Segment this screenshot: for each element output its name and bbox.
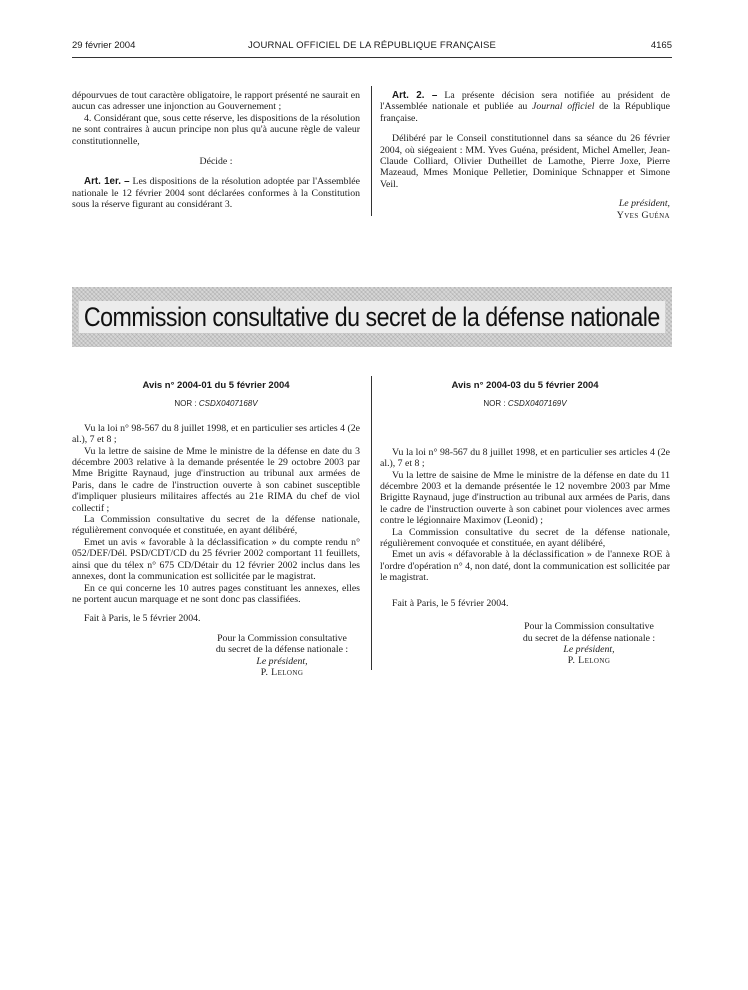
done-at: Fait à Paris, le 5 février 2004. bbox=[392, 597, 509, 609]
running-header bbox=[72, 40, 672, 56]
signature-role bbox=[380, 198, 670, 209]
paragraph: Vu la loi n° 98-567 du 8 juillet 1998, et en particulier ses articles 4 (2e al.), 7 et 8 ; bbox=[72, 422, 360, 446]
nor-label: NOR : bbox=[174, 399, 199, 409]
article-label: Art. 1er. – bbox=[84, 176, 130, 188]
section-banner bbox=[72, 287, 672, 347]
decide-heading: Décide : bbox=[199, 156, 233, 168]
signature-role-text: Le président, bbox=[563, 643, 615, 655]
nor-label: NOR : bbox=[483, 399, 508, 409]
signature-role-text: Le président, bbox=[256, 655, 308, 667]
signature-line: Pour la Commission consultative bbox=[217, 632, 347, 644]
signature-role-text: Le président, bbox=[618, 198, 670, 210]
article-text: Les dispositions de la résolution adoptée par l'Assemblée nationale le 12 février 2004 sont déclarées conformes à la Constitution sous la réserve figurant au considérant 3. bbox=[72, 176, 360, 211]
signature-name bbox=[508, 655, 670, 666]
signature-block bbox=[204, 633, 360, 679]
nor-reference bbox=[380, 398, 670, 409]
signature-role bbox=[204, 656, 360, 667]
avis-title: Avis n° 2004-03 du 5 février 2004 bbox=[451, 380, 599, 391]
paragraph: La Commission consultative du secret de la défense nationale, régulièrement convoquée et constituée, en ayant délibéré, bbox=[72, 514, 360, 537]
signature-line: du secret de la défense nationale : bbox=[522, 632, 656, 644]
paragraph: Vu la loi n° 98-567 du 8 juillet 1998, et en particulier ses articles 4 (2e al.), 7 et 8 ; bbox=[380, 446, 670, 470]
article-text: La présente décision sera notifiée au président de l'Assemblée nationale et publiée au bbox=[380, 90, 671, 113]
nor-reference bbox=[72, 398, 360, 409]
header-rule bbox=[72, 57, 672, 58]
done-at: Fait à Paris, le 5 février 2004. bbox=[84, 613, 201, 625]
article-label: Art. 2. – bbox=[392, 90, 438, 101]
paragraph: Emet un avis « défavorable à la déclassification » de l'annexe ROE à l'ordre d'opération n° 4, non daté, dont la communication est sollicitée par le magistrat. bbox=[380, 549, 670, 584]
paragraph: 4. Considérant que, sous cette réserve, les dispositions de la résolution ne sont contraires à aucun principe non plus qu'à aucune règle de valeur constitutionnelle, bbox=[72, 112, 360, 147]
header-date: 29 février 2004 bbox=[72, 40, 136, 51]
paragraph: En ce qui concerne les 10 autres pages constituant les annexes, elles ne portent aucun marquage et ne sont donc pas classifiées. bbox=[72, 582, 360, 605]
signature-name-text: Yves Guéna bbox=[616, 209, 670, 221]
signature-name bbox=[204, 667, 360, 678]
article-2 bbox=[380, 90, 670, 124]
signature-name bbox=[380, 210, 670, 221]
paragraph: dépourvues de tout caractère obligatoire, le rapport présenté ne saurait en aucun cas adresser une injonction au Gouvernement ; bbox=[72, 90, 360, 113]
nor-code: CSDX0407168V bbox=[198, 399, 258, 409]
deliberation-paragraph: Délibéré par le Conseil constitutionnel dans sa séance du 26 février 2004, où siégeaient : MM. Yves Guéna, président, Michel Ameller, Jean-Claude Colliard, Olivier Dutheillet de Lamothe, Pierre Joxe, Pierre Mazeaud, Mmes Monique Pelletier, Dominique Schnapper et Simone Veil. bbox=[380, 133, 670, 190]
avis-2004-03 bbox=[380, 380, 670, 667]
paragraph: La Commission consultative du secret de la défense nationale, régulièrement convoquée et constituée, en ayant délibéré, bbox=[380, 526, 670, 550]
avis-title: Avis n° 2004-01 du 5 février 2004 bbox=[142, 380, 290, 391]
signature-line: du secret de la défense nationale : bbox=[215, 644, 349, 656]
column-divider bbox=[371, 86, 372, 216]
signature-line: Pour la Commission consultative bbox=[524, 621, 654, 633]
paragraph: Vu la lettre de saisine de Mme le ministre de la défense en date du 11 décembre 2003 et la demande présentée le 12 novembre 2003 par Mme Brigitte Raynaud, juge d'instruction au tribunal aux armées de Paris, dans le cadre de l'instruction ouverte à son cabinet pour violences avec armes contre le légionnaire Maximov (Leonid) ; bbox=[380, 469, 670, 527]
article-text: de la République française. bbox=[380, 101, 670, 124]
journal-title: JOURNAL OFFICIEL DE LA RÉPUBLIQUE FRANÇAISE bbox=[247, 40, 497, 51]
nor-code: CSDX0407169V bbox=[507, 399, 567, 409]
journal-reference: Journal officiel bbox=[532, 101, 595, 113]
top-right-column bbox=[380, 90, 670, 221]
signature-name-text: P. Lelong bbox=[567, 655, 611, 667]
article-1 bbox=[72, 176, 360, 210]
top-left-column bbox=[72, 90, 360, 211]
signature-role bbox=[508, 644, 670, 655]
paragraph: Emet un avis « favorable à la déclassification » du compte rendu n° 052/DEF/Dél. PSD/CDT/CD du 25 février 2002 comportant 11 feuillets, ainsi que du télex n° 675 CD/Détair du 12 février 2002 inclus dans les annexes, dont la communication est sollicitée par le magistrat. bbox=[72, 536, 360, 583]
column-divider bbox=[371, 376, 372, 670]
paragraph: Vu la lettre de saisine de Mme le ministre de la défense en date du 3 décembre 2003 relative à la demande présentée le 29 octobre 2003 par Mme Brigitte Raynaud, juge d'instruction au tribunal aux armées de Paris, dans le cadre de l'instruction ouverte à son cabinet susceptible d'impliquer plusieurs militaires affectés au 21e RIMA du chef de viol collectif ; bbox=[72, 445, 360, 514]
signature-name-text: P. Lelong bbox=[260, 666, 304, 678]
avis-2004-01 bbox=[72, 380, 360, 678]
section-title: Commission consultative du secret de la défense nationale bbox=[79, 301, 665, 333]
page-number: 4165 bbox=[650, 40, 672, 51]
signature-block bbox=[508, 621, 670, 667]
